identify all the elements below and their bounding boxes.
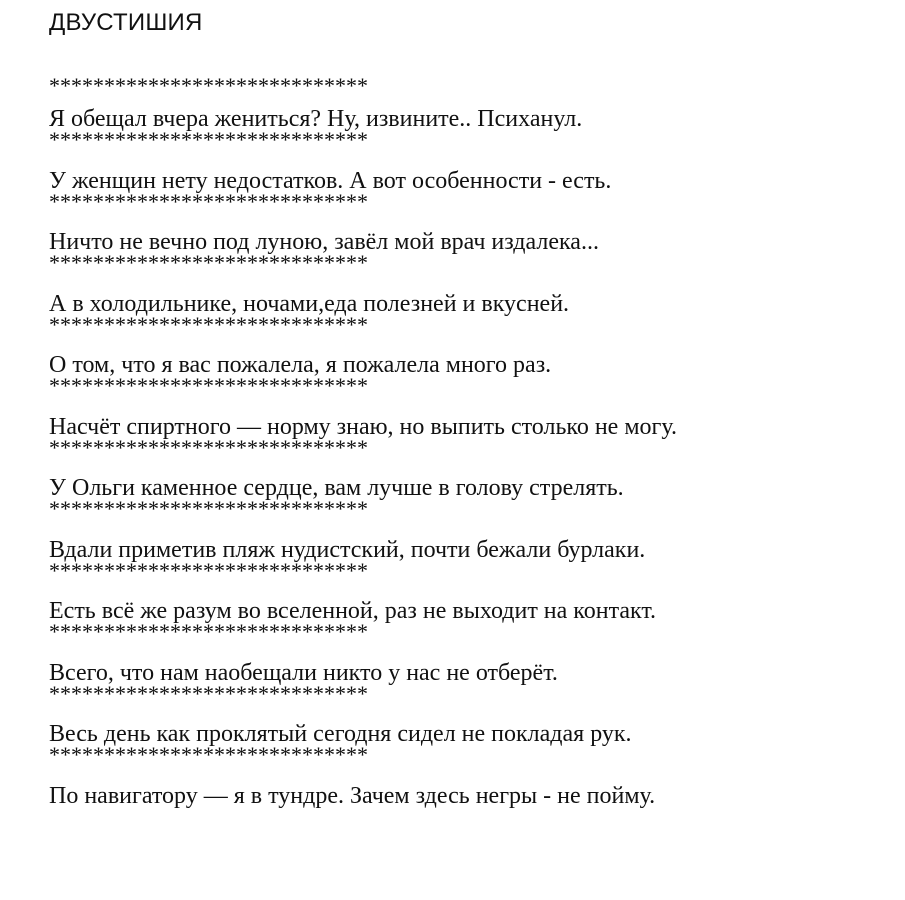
list-item: [49, 167, 889, 213]
couplet-line: А в холодильнике, ночами,еда полезней и вкусней.: [49, 290, 570, 317]
couplet-line: Всего, что нам наобещали никто у нас не отберёт.: [49, 659, 558, 686]
couplet-line: Весь день как проклятый сегодня сидел не покладая рук.: [49, 721, 632, 747]
separator: *****************************: [49, 375, 368, 397]
list-item: [49, 105, 889, 151]
separator: *****************************: [49, 129, 368, 151]
couplet-line: О том, что я вас пожалела, я пожалела много раз.: [49, 352, 552, 378]
couplet-list: [49, 75, 889, 810]
separator: *****************************: [49, 744, 368, 766]
couplet-line: Я обещал вчера жениться? Ну, извините.. Психанул.: [49, 106, 583, 132]
list-item: [49, 597, 889, 643]
couplet-line: Насчёт спиртного — норму знаю, но выпить столько не могу.: [49, 413, 677, 440]
couplet-line: У женщин нету недостатков. А вот особенности - есть.: [49, 167, 612, 194]
list-item: [49, 474, 889, 520]
page-title: ДВУСТИШИЯ: [49, 9, 203, 36]
couplet-line: Есть всё же разум во вселенной, раз не выходит на контакт.: [49, 598, 657, 624]
couplet-line: У Ольги каменное сердце, вам лучше в голову стрелять.: [49, 475, 624, 501]
separator: *****************************: [49, 313, 368, 336]
list-item: [49, 782, 889, 810]
separator: *****************************: [49, 621, 368, 643]
list-item: [49, 413, 889, 459]
separator: *****************************: [49, 559, 368, 582]
list-item: [49, 351, 889, 397]
list-item: [49, 659, 889, 705]
list-item: [49, 536, 889, 582]
list-item: [49, 290, 889, 336]
separator: *****************************: [49, 682, 368, 705]
separator: *****************************: [49, 252, 368, 274]
separator: *****************************: [49, 75, 368, 97]
separator: *****************************: [49, 436, 368, 459]
list-item: [49, 228, 889, 274]
couplet-line: Вдали приметив пляж нудистский, почти бежали бурлаки.: [49, 536, 646, 563]
separator: *****************************: [49, 190, 368, 213]
separator: *****************************: [49, 498, 368, 520]
couplet-line: По навигатору — я в тундре. Зачем здесь негры - не пойму.: [49, 782, 656, 809]
couplet-line: Ничто не вечно под луною, завёл мой врач издалека...: [49, 229, 599, 255]
list-item: [49, 720, 889, 766]
